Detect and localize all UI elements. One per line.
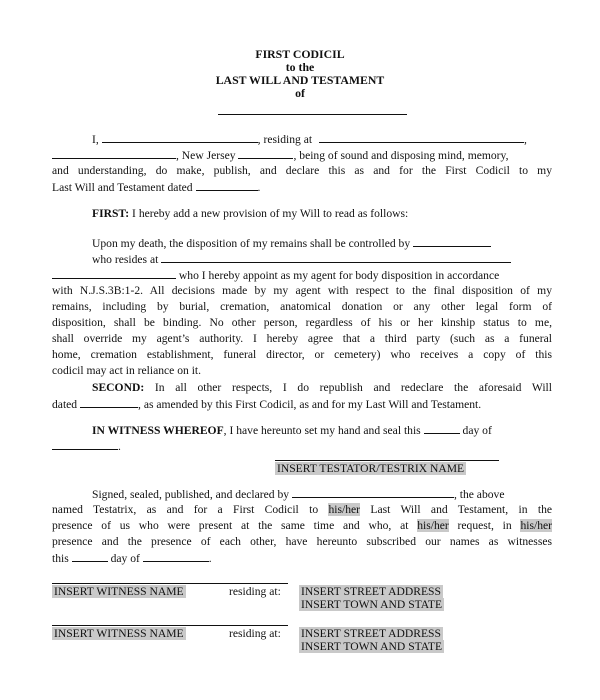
title-line-1: FIRST CODICIL xyxy=(255,47,345,61)
second-line-1 xyxy=(52,380,552,395)
second-end: , as amended by this First Codicil, as and for my Last Will and Testament. xyxy=(138,398,482,411)
intro-line-2 xyxy=(52,147,552,163)
address-blank[interactable] xyxy=(319,131,524,143)
day-blank[interactable] xyxy=(424,422,460,434)
provision-line-8: home, cremation establishment, funeral director, or cemetery) who receives a copy of this xyxy=(52,348,552,361)
county-blank[interactable] xyxy=(238,147,293,159)
provision-line-7: shall override my agent’s authority. I hereby agree that a third party (such as a funeral xyxy=(52,332,552,345)
agent-name-blank[interactable] xyxy=(413,235,491,247)
provision-line-2 xyxy=(52,251,552,267)
signed-l1: Signed, sealed, published, and declared by xyxy=(92,488,290,501)
first-line xyxy=(52,206,552,221)
signed-l2-end: Last Will and Testament, in the xyxy=(370,503,553,516)
witness-1-town-text: INSERT TOWN AND STATE xyxy=(301,598,443,611)
agent-address-blank[interactable] xyxy=(161,251,511,263)
witness-1-name[interactable] xyxy=(52,584,186,599)
provision-line-6: disposition, shall be binding. No other person, regardless of his or her kinship status to me, xyxy=(52,316,552,329)
witness-period: . xyxy=(118,440,121,453)
signed-l3: presence of us who were present at the same time and who, at xyxy=(52,519,409,532)
witness-2-name[interactable] xyxy=(52,626,186,641)
his-her-2[interactable]: his/her xyxy=(417,519,449,532)
first-label: FIRST: xyxy=(92,207,130,220)
signed-line-2 xyxy=(52,502,552,517)
provision-line-9: codicil may act in reliance on it. xyxy=(52,364,202,377)
witness-2-residing: residing at: xyxy=(229,627,281,640)
intro-residing: , residing at xyxy=(257,133,313,146)
witness-1-residing: residing at: xyxy=(229,585,281,598)
testator-name-line[interactable] xyxy=(218,114,407,115)
provision-line-5: remains, including by burial, cremation, anatomical donation or any other legal form of xyxy=(52,300,552,313)
declared-by-blank[interactable] xyxy=(292,486,454,498)
witness-2-town[interactable] xyxy=(299,639,444,654)
witness-whereof-line xyxy=(52,422,552,438)
second-line-2 xyxy=(52,396,552,412)
provision-l2: who resides at xyxy=(92,253,159,266)
second-text: In all other respects, I do republish and redeclare the aforesaid Will xyxy=(144,381,552,394)
witness-month-line xyxy=(52,438,552,454)
intro-i: I, xyxy=(92,133,99,146)
town-blank[interactable] xyxy=(52,147,176,159)
second-dated: dated xyxy=(52,398,78,411)
title-line-2: to the xyxy=(285,60,315,74)
intro-new-jersey: , New Jersey xyxy=(176,149,236,162)
witness-1-name-text: INSERT WITNESS NAME xyxy=(54,585,184,598)
month-blank[interactable] xyxy=(52,438,118,450)
testator-placeholder[interactable] xyxy=(275,461,466,476)
title-line-4: of xyxy=(295,86,305,100)
his-her-3[interactable]: his/her xyxy=(520,519,553,532)
intro-being-of: , being of sound and disposing mind, memory, xyxy=(293,149,509,162)
provision-line-1 xyxy=(52,235,552,251)
witness-2-name-text: INSERT WITNESS NAME xyxy=(54,627,184,640)
his-her-1[interactable]: his/her xyxy=(328,503,361,516)
signed-period: . xyxy=(208,552,212,565)
witness-1-street-text: INSERT STREET ADDRESS xyxy=(301,585,441,598)
signed-day-of: day of xyxy=(110,552,140,565)
intro-line-1 xyxy=(52,131,552,147)
testator-placeholder-text: INSERT TESTATOR/TESTRIX NAME xyxy=(277,462,465,475)
witness-2-town-text: INSERT TOWN AND STATE xyxy=(301,640,443,653)
intro-dated: Last Will and Testament dated xyxy=(52,181,193,194)
provision-line-4: with N.J.S.3B:1-2. All decisions made by my agent with respect to the final disposition of my xyxy=(52,284,552,297)
intro-line-3: and understanding, do make, publish, and declare this as and for the First Codicil to my xyxy=(52,164,552,177)
witness-month-blank[interactable] xyxy=(143,550,209,562)
signed-this: this xyxy=(52,552,69,565)
signed-l1-end: , the above xyxy=(453,488,505,501)
witness-day-of: day of xyxy=(462,424,492,437)
intro-line-4 xyxy=(52,179,552,195)
witness-text: , I have hereunto set my hand and seal this xyxy=(223,424,421,437)
signed-line-1 xyxy=(52,486,552,502)
provision-l1: Upon my death, the disposition of my remains shall be controlled by xyxy=(92,237,411,250)
witness-label: IN WITNESS WHEREOF xyxy=(92,424,224,437)
agent-address-blank-2[interactable] xyxy=(52,267,176,279)
signed-line-4: presence and the presence of each other, have hereunto subscribed our names as witnesses xyxy=(52,535,552,548)
second-label: SECOND: xyxy=(92,381,145,394)
witness-day-blank[interactable] xyxy=(72,550,108,562)
name-blank[interactable] xyxy=(102,131,258,143)
signed-l3-mid: request, in xyxy=(457,519,512,532)
intro-period: . xyxy=(257,181,261,194)
intro-comma: , xyxy=(524,133,527,146)
will-date-blank[interactable] xyxy=(196,179,258,191)
signed-l2: named Testatrix, as and for a First Codicil to xyxy=(52,503,319,516)
signed-line-5 xyxy=(52,550,552,566)
witness-2-street-text: INSERT STREET ADDRESS xyxy=(301,627,441,640)
signed-line-3 xyxy=(52,518,552,533)
second-date-blank[interactable] xyxy=(80,396,138,408)
provision-line-3 xyxy=(52,267,552,283)
witness-1-town[interactable] xyxy=(299,597,444,612)
first-text: I hereby add a new provision of my Will to read as follows: xyxy=(129,207,409,220)
provision-l3: who I hereby appoint as my agent for body disposition in accordance xyxy=(178,269,500,282)
title-line-3: LAST WILL AND TESTAMENT xyxy=(215,73,385,87)
